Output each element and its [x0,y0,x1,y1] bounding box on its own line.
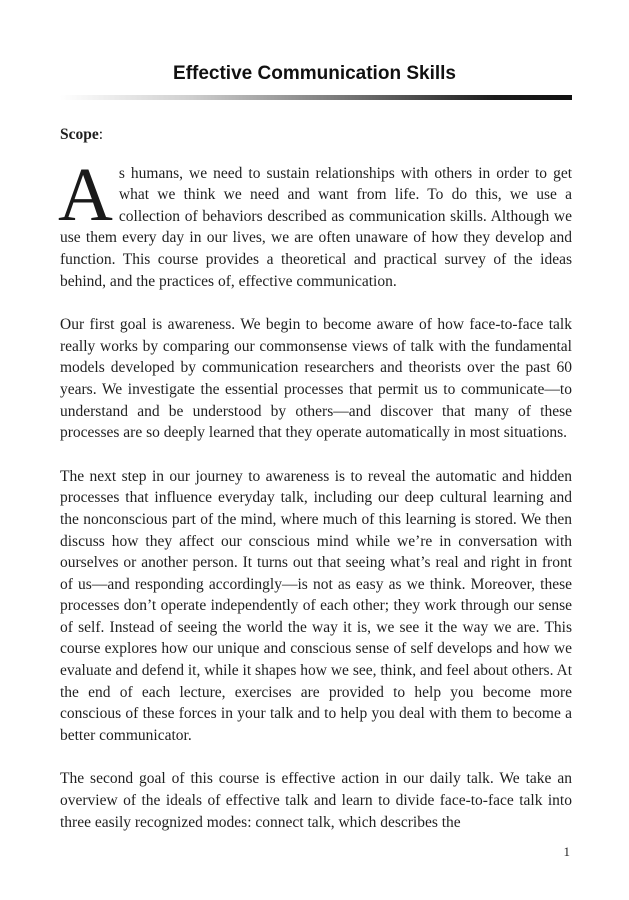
scope-heading [60,124,572,146]
page-number: 1 [563,844,570,859]
scope-label: Scope [60,126,99,143]
title-rule [60,95,572,100]
paragraph-3: The next step in our journey to awareness is to reveal the automatic and hidden processes that influence everyday talk, including our deep cultural learning and the nonconscious part of the mind, where much of this learning is stored. We then discuss how they affect our conscious mind while we’re in conversation with ourselves or another person. It turns out that seeing what’s real and right in front of us—and responding accordingly—is not as easy as we think. Moreover, these processes don’t operate independently of each other; they work through our sense of self. Instead of seeing the world the way it is, we see it the way we are. This course explores how our unique and conscious sense of self develops and how we evaluate and defend it, while it shapes how we see, think, and feel about others. At the end of each lecture, exercises are provided to help you become more conscious of these forces in your talk and to help you deal with them to become a better communicator. [60,467,572,744]
page-title: Effective Communication Skills [173,63,456,84]
paragraph-2: Our first goal is awareness. We begin to become aware of how face-to-face talk really works by comparing our commonsense views of talk with the fundamental models developed by communication researchers and theorists over the past 60 years. We investigate the essential processes that permit us to communicate—to understand and be understood by others—and discover that many of these processes are so deeply learned that they operate automatically in most situations. [60,316,572,442]
body-text [60,124,572,855]
paragraph-1-text: s humans, we need to sustain relationships with others in order to get what we think we need and want from life. To do this, we use a collection of behaviors described as communication skills. Although we use them every day in our lives, we are often unaware of how they develop and function. This course provides a theoretical and practical survey of the ideas behind, and the practices of, effective communication. [60,164,572,290]
scope-colon: : [98,126,104,143]
paragraph-4: The second goal of this course is effective action in our daily talk. We take an overview of the ideals of effective talk and learn to divide face-to-face talk into three easily recognized modes: connect talk, which describes the [60,770,572,831]
paragraph-1 [58,152,572,293]
drop-cap: A [58,152,113,237]
